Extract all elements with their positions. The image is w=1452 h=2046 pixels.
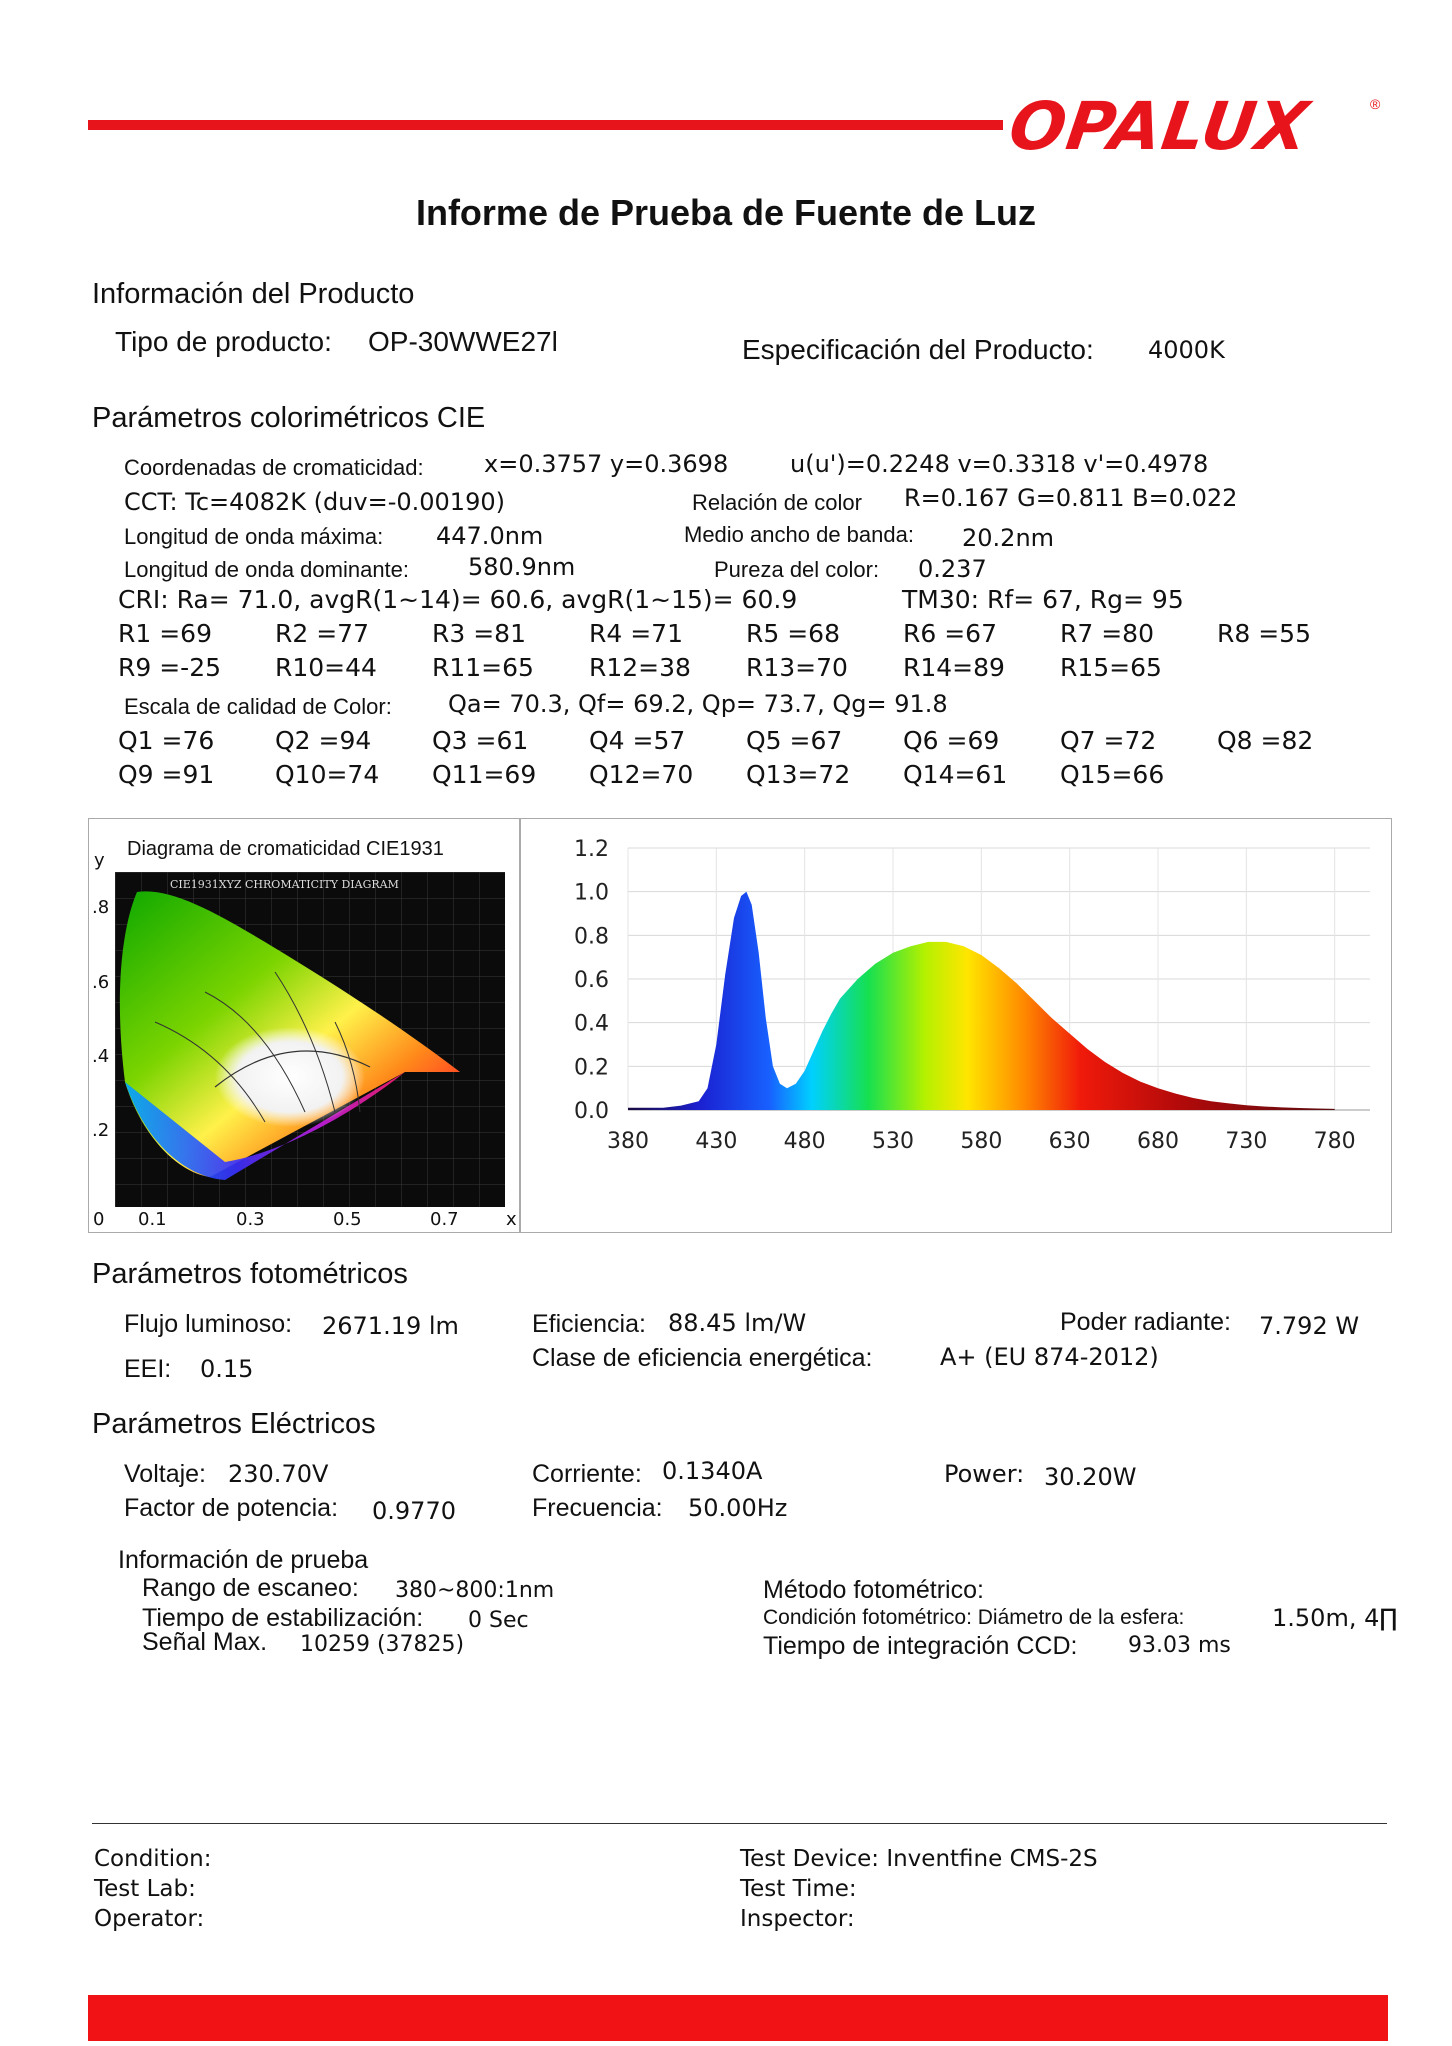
product-info-heading: Información del Producto [92, 278, 415, 310]
cie-x-axis-label: x [506, 1209, 517, 1230]
spectrum-y-tick: 0.0 [574, 1099, 609, 1124]
max-signal-value: 10259 (37825) [300, 1632, 465, 1657]
footer-operator: Operator: [94, 1906, 205, 1932]
q-value: Q6 =69 [903, 726, 1000, 755]
scan-range-label: Rango de escaneo: [142, 1574, 359, 1602]
spectrum-y-tick: 0.2 [574, 1055, 609, 1081]
spectrum-x-ticks [607, 1129, 1356, 1154]
spectrum-x-tick: 380 [607, 1129, 649, 1154]
sphere-condition-value: 1.50m, 4∏ [1272, 1604, 1398, 1632]
sphere-condition-label: Condición fotométrico: Diámetro de la esfera: [763, 1606, 1185, 1629]
cie-diagram-title: Diagrama de cromaticidad CIE1931 [127, 838, 444, 860]
q-value: Q2 =94 [275, 726, 372, 755]
product-type-label: Tipo de producto: [115, 326, 332, 357]
photometric-heading: Parámetros fotométricos [92, 1258, 408, 1290]
cct-value: CCT: Tc=4082K (duv=-0.00190) [124, 488, 505, 516]
r-value: R14=89 [903, 653, 1005, 682]
frequency-value: 50.00Hz [688, 1494, 788, 1522]
page-title: Informe de Prueba de Fuente de Luz [415, 192, 1037, 233]
energy-class-value: A+ (EU 874-2012) [940, 1343, 1159, 1371]
r-value: R1 =69 [118, 619, 212, 648]
r-value: R3 =81 [432, 619, 526, 648]
cqs-value: Qa= 70.3, Qf= 69.2, Qp= 73.7, Qg= 91.8 [448, 690, 948, 718]
tm30-line: TM30: Rf= 67, Rg= 95 [902, 585, 1184, 614]
uv-value: u(u')=0.2248 v=0.3318 v'=0.4978 [790, 450, 1209, 478]
q-value: Q11=69 [432, 760, 537, 789]
efficiency-label: Eficiencia: [532, 1310, 646, 1338]
cie-x-tick: 0.1 [138, 1209, 167, 1230]
spectrum-y-tick: 0.6 [574, 968, 609, 993]
ccd-integration-label: Tiempo de integración CCD: [763, 1632, 1078, 1660]
color-ratio-label: Relación de color [692, 490, 862, 515]
scan-range-value: 380~800:1nm [395, 1578, 555, 1603]
power-value: 30.20W [1044, 1463, 1137, 1491]
cie-inner-title: CIE1931XYZ CHROMATICITY DIAGRAM [170, 878, 399, 891]
q-value: Q10=74 [275, 760, 380, 789]
max-signal-label: Señal Max. [142, 1628, 268, 1656]
spectrum-x-tick: 680 [1137, 1129, 1179, 1154]
cqs-label: Escala de calidad de Color: [124, 694, 392, 719]
footer-red-bar [88, 1995, 1388, 2041]
footer-test-device: Test Device: Inventfine CMS-2S [740, 1846, 1098, 1872]
header-red-bar [88, 120, 1003, 130]
cie-y-tick: .8 [92, 897, 110, 918]
product-type-value: OP-30WWE27l [368, 326, 558, 357]
brand-logo: OPALUX [1004, 88, 1314, 165]
half-width-label: Medio ancho de banda: [684, 522, 914, 547]
q-value: Q8 =82 [1217, 726, 1314, 755]
spectrum-y-ticks [574, 837, 609, 1124]
spectrum-chart [520, 818, 1392, 1233]
q-value: Q12=70 [589, 760, 694, 789]
electrical-heading: Parámetros Eléctricos [92, 1408, 376, 1440]
q-value: Q4 =57 [589, 726, 686, 755]
photometric-method-label: Método fotométrico: [763, 1576, 984, 1604]
voltage-value: 230.70V [228, 1460, 329, 1488]
spectrum-x-tick: 630 [1048, 1129, 1091, 1154]
frequency-label: Frecuencia: [532, 1494, 663, 1522]
r-value: R15=65 [1060, 653, 1162, 682]
r-value: R11=65 [432, 653, 534, 682]
r-value: R7 =80 [1060, 619, 1154, 648]
r-value: R9 =-25 [118, 653, 222, 682]
color-ratio-value: R=0.167 G=0.811 B=0.022 [904, 484, 1238, 512]
product-spec-value: 4000K [1148, 336, 1225, 364]
footer-test-lab: Test Lab: [94, 1876, 196, 1902]
r-value: R13=70 [746, 653, 848, 682]
current-value: 0.1340A [662, 1457, 763, 1485]
eei-label: EEI: [124, 1355, 172, 1383]
spectrum-y-tick: 0.8 [574, 924, 609, 950]
q-value: Q1 =76 [118, 726, 215, 755]
q-value: Q7 =72 [1060, 726, 1157, 755]
spectrum-y-tick: 1.2 [574, 837, 609, 862]
spectrum-x-tick: 580 [960, 1129, 1003, 1154]
peak-wavelength-label: Longitud de onda máxima: [124, 524, 384, 549]
footer-condition: Condition: [94, 1846, 212, 1872]
cie-y-tick: .6 [92, 972, 110, 993]
stabilization-label: Tiempo de estabilización: [142, 1604, 424, 1632]
q-value: Q3 =61 [432, 726, 529, 755]
test-info-heading: Información de prueba [118, 1546, 369, 1574]
spectrum-x-tick: 480 [783, 1129, 826, 1154]
flux-label: Flujo luminoso: [124, 1310, 293, 1338]
cie-heading: Parámetros colorimétricos CIE [92, 402, 486, 434]
chromaticity-coord-label: Coordenadas de cromaticidad: [124, 455, 424, 480]
energy-class-label: Clase de eficiencia energética: [532, 1344, 873, 1372]
efficiency-value: 88.45 lm/W [668, 1309, 807, 1337]
footer-test-time: Test Time: [740, 1876, 857, 1902]
r-value: R2 =77 [275, 619, 369, 648]
power-factor-value: 0.9770 [372, 1497, 456, 1525]
r-value: R6 =67 [903, 619, 997, 648]
radiant-power-value: 7.792 W [1259, 1312, 1360, 1340]
r-value: R8 =55 [1217, 619, 1311, 648]
registered-mark: ® [1370, 96, 1381, 112]
radiant-power-label: Poder radiante: [1060, 1308, 1231, 1336]
cie-y-tick: .2 [92, 1120, 110, 1141]
cie-chromaticity-image [115, 872, 505, 1207]
chromaticity-coord-value: x=0.3757 y=0.3698 [484, 450, 729, 478]
q-value: Q5 =67 [746, 726, 843, 755]
footer-divider [92, 1823, 1387, 1824]
cie-y-tick: .4 [92, 1046, 110, 1067]
cie-y-axis-label: y [94, 850, 105, 871]
voltage-label: Voltaje: [124, 1460, 207, 1488]
q-value: Q15=66 [1060, 760, 1165, 789]
q-value: Q14=61 [903, 760, 1008, 789]
peak-wavelength-value: 447.0nm [436, 522, 544, 550]
spectrum-x-tick: 430 [695, 1129, 738, 1154]
current-label: Corriente: [532, 1460, 642, 1488]
cie-x-tick: 0.3 [236, 1209, 265, 1230]
cri-line: CRI: Ra= 71.0, avgR(1~14)= 60.6, avgR(1~15)= 60.9 [118, 585, 798, 614]
spectrum-x-tick: 530 [872, 1129, 914, 1154]
cie-diagram-graphic [115, 872, 505, 1207]
r-value: R5 =68 [746, 619, 840, 648]
footer-inspector: Inspector: [740, 1906, 855, 1932]
r-value: R4 =71 [589, 619, 683, 648]
q-value: Q9 =91 [118, 760, 215, 789]
r-value: R12=38 [589, 653, 691, 682]
color-purity-value: 0.237 [918, 555, 987, 583]
dominant-wavelength-label: Longitud de onda dominante: [124, 557, 410, 582]
q-value: Q13=72 [746, 760, 851, 789]
power-label: Power: [944, 1460, 1025, 1488]
spectrum-x-tick: 730 [1225, 1129, 1268, 1154]
spectrum-x-tick: 780 [1313, 1129, 1356, 1154]
ccd-integration-value: 93.03 ms [1128, 1633, 1231, 1658]
spectrum-y-tick: 1.0 [574, 880, 609, 906]
flux-value: 2671.19 lm [322, 1312, 459, 1340]
power-factor-label: Factor de potencia: [124, 1494, 339, 1522]
half-width-value: 20.2nm [962, 524, 1055, 552]
dominant-wavelength-value: 580.9nm [468, 553, 576, 581]
cie-x-tick: 0.7 [430, 1209, 459, 1230]
r-value: R10=44 [275, 653, 377, 682]
cie-y-tick: 0 [93, 1209, 105, 1230]
product-spec-label: Especificación del Producto: [742, 334, 1094, 365]
spectrum-y-tick: 0.4 [574, 1011, 609, 1037]
color-purity-label: Pureza del color: [714, 557, 880, 582]
stabilization-value: 0 Sec [468, 1608, 529, 1633]
cie-x-tick: 0.5 [333, 1209, 362, 1230]
eei-value: 0.15 [200, 1355, 254, 1383]
